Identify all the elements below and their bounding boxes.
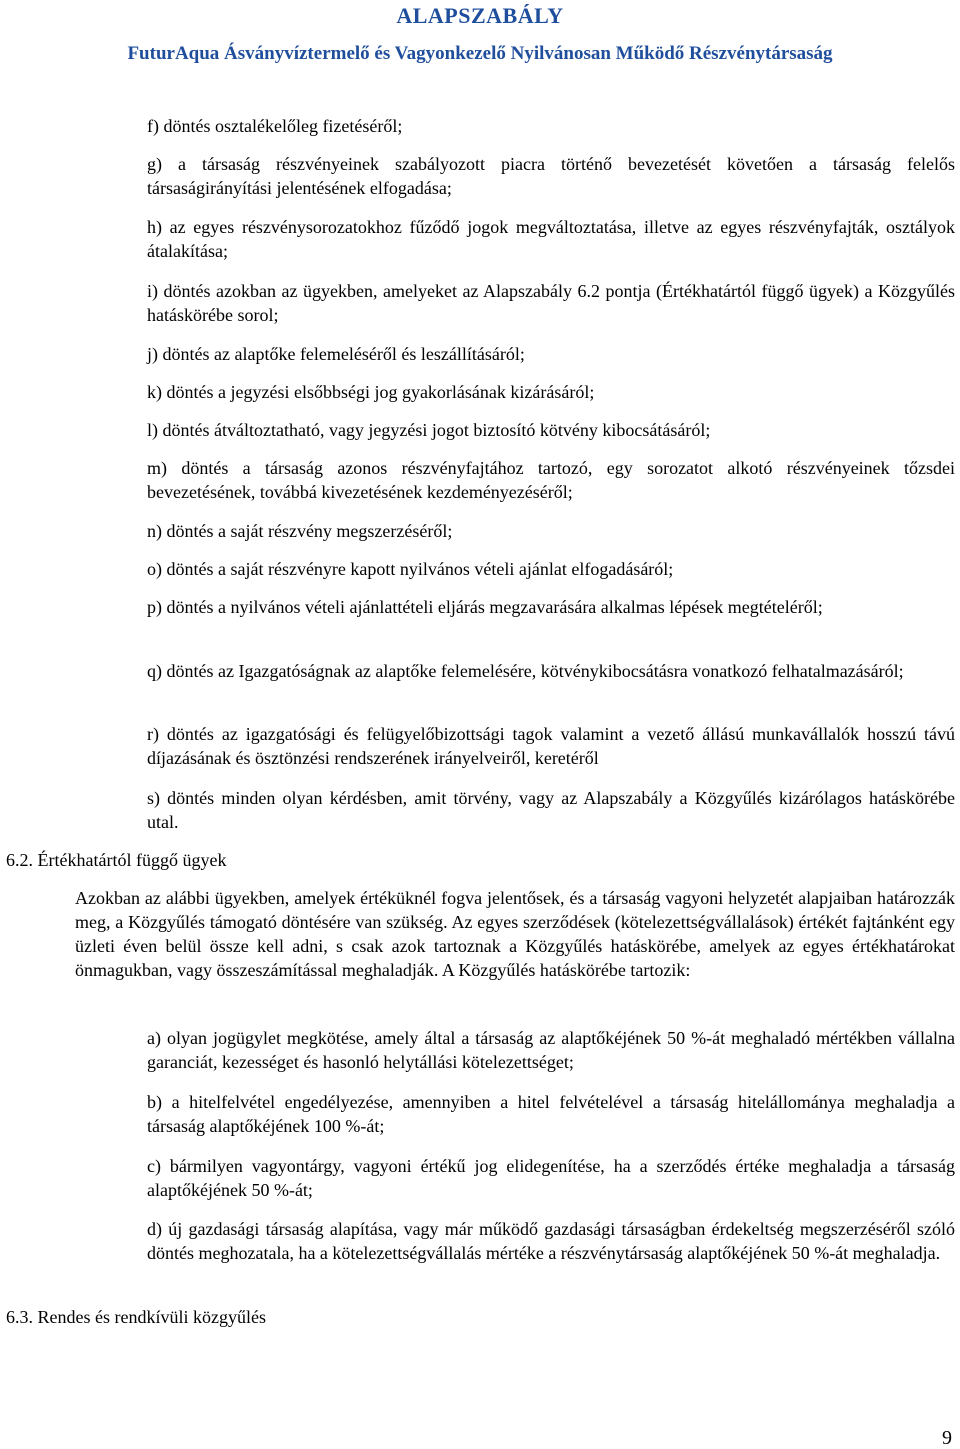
list-item-m: m) döntés a társaság azonos részvényfajtához tartozó, egy sorozatot alkotó részvényeinek tőzsdei bevezetésének, továbbá kivezetésének kezdeményezéséről;: [147, 458, 955, 502]
list-item-j: j) döntés az alaptőke felemeléséről és leszállításáról;: [147, 344, 525, 364]
list-item-g: g) a társaság részvényeinek szabályozott piacra történő bevezetését követően a társaság felelős társaságirányítási jelentésének elfogadása;: [147, 154, 955, 198]
value-limit-item-a: a) olyan jogügylet megkötése, amely által a társaság az alaptőkéjének 50 %-át meghaladó mértékben vállalna garanciát, kezességet és hasonló helytállási kötelezettséget;: [147, 1028, 955, 1072]
list-item-o: o) döntés a saját részvényre kapott nyilvános vételi ajánlat elfogadásáról;: [147, 559, 674, 579]
list-item-k: k) döntés a jegyzési elsőbbségi jog gyakorlásának kizárásáról;: [147, 382, 595, 402]
section-6-2-intro: Azokban az alábbi ügyekben, amelyek értéküknél fogva jelentősek, és a társaság vagyoni helyzetét alapjaiban határozzák meg, a Közgyűlés támogató döntésére van szükség. Az egyes szerződések (kötelezettségvállalások) értékét fajtánként egy üzleti éven belül össze kell adni, s csak azok tartoznak a Közgyűlés hatáskörébe, amelyek az egyes értékhatárokat önmagukban, vagy összeszámítással meghaladják. A Közgyűlés hatáskörébe tartozik:: [75, 888, 955, 980]
value-limit-item-d: d) új gazdasági társaság alapítása, vagy már működő gazdasági társaságban érdekeltség megszerzéséről szóló döntés meghozatala, ha a kötelezettségvállalás mértéke a részvénytársaság alaptőkéjének 50 %-át meghaladja.: [147, 1219, 955, 1263]
section-heading-6-2: 6.2. Értékhatártól függő ügyek: [6, 850, 227, 870]
list-item-q: q) döntés az Igazgatóságnak az alaptőke felemelésére, kötvénykibocsátásra vonatkozó felhatalmazásáról;: [147, 661, 904, 681]
list-item-p: p) döntés a nyilvános vételi ajánlattételi eljárás megzavarására alkalmas lépések megtételéről;: [147, 597, 823, 617]
list-item-i: i) döntés azokban az ügyekben, amelyeket az Alapszabály 6.2 pontja (Értékhatártól függő ügyek) a Közgyűlés hatáskörébe sorol;: [147, 281, 955, 325]
value-limit-item-c: c) bármilyen vagyontárgy, vagyoni értékű jog elidegenítése, ha a szerződés értéke meghaladja a társaság alaptőkéjének 50 %-át;: [147, 1156, 955, 1200]
page-number: 9: [942, 1427, 952, 1449]
list-item-n: n) döntés a saját részvény megszerzéséről;: [147, 521, 453, 541]
list-item-l: l) döntés átváltoztatható, vagy jegyzési jogot biztosító kötvény kibocsátásáról;: [147, 420, 711, 440]
list-item-h: h) az egyes részvénysorozatokhoz fűződő jogok megváltoztatása, illetve az egyes részvényfajták, osztályok átalakítása;: [147, 217, 955, 261]
section-heading-6-3: 6.3. Rendes és rendkívüli közgyűlés: [6, 1307, 266, 1327]
document-header-company: FuturAqua Ásványvíztermelő és Vagyonkezelő Nyilvánosan Működő Részvénytársaság: [127, 43, 833, 64]
value-limit-item-b: b) a hitelfelvétel engedélyezése, amennyiben a hitel felvételével a társaság hitelállománya meghaladja a társaság alaptőkéjének 100 %-át;: [147, 1092, 955, 1136]
list-item-s: s) döntés minden olyan kérdésben, amit törvény, vagy az Alapszabály a Közgyűlés kizárólagos hatáskörébe utal.: [147, 788, 955, 832]
document-header-title: ALAPSZABÁLY: [396, 3, 564, 28]
list-item-f: f) döntés osztalékelőleg fizetéséről;: [147, 116, 403, 136]
list-item-r: r) döntés az igazgatósági és felügyelőbizottsági tagok valamint a vezető állású munkavállalók hosszú távú díjazásának és ösztönzési rendszerének irányelveiről, keretéről: [147, 724, 955, 768]
